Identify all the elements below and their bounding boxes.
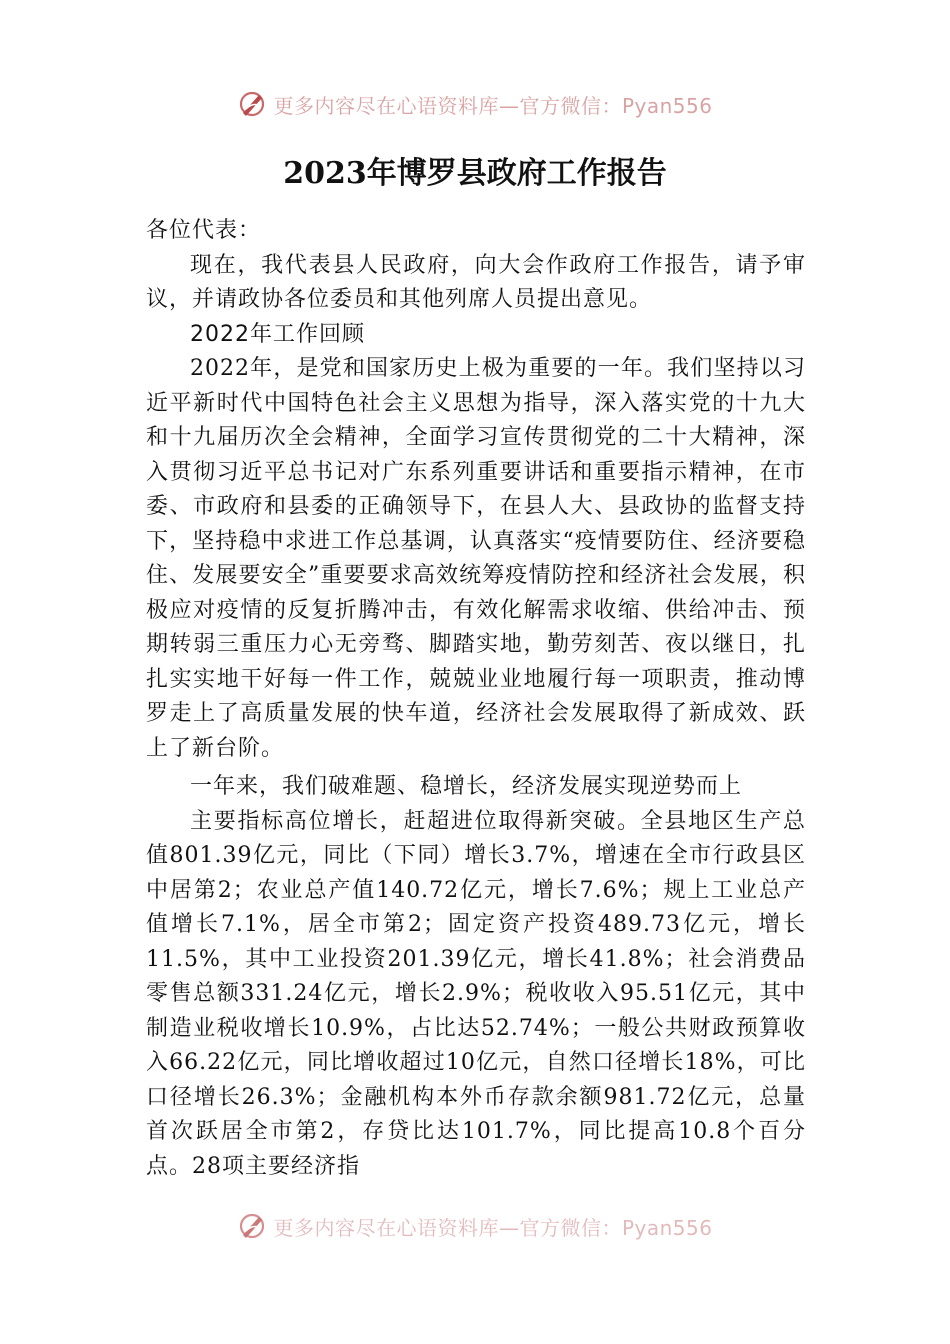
watermark-text: 更多内容尽在心语资料库—官方微信：Pyan556 — [273, 1215, 713, 1240]
review-paragraph: 2022年，是党和国家历史上极为重要的一年。我们坚持以习近平新时代中国特色社会主义思想为指导，深入落实党的十九大和十九届历次全会精神，全面学习宣传贯彻党的二十大精神，深入贯彻习近平总书记对广东系列重要讲话和重要指示精神，在市委、市政府和县委的正确领导下，在县人大、县政协的监督支持下，坚持稳中求进工作总基调，认真落实“疫情要防住、经济要稳住、发展要安全”重要要求高效统筹疫情防控和经济社会发展，积极应对疫情的反复折腾冲击，有效化解需求收缩、供给冲击、预期转弱三重压力心无旁骛、脚踏实地，勤劳刻苦、夜以继日，扎扎实实地干好每一件工作，兢兢业业地履行每一项职责，推动博罗走上了高质量发展的快车道，经济社会发展取得了新成效、跃上了新台阶。 — [146, 356, 806, 761]
watermark-footer — [0, 1206, 950, 1246]
pen-logo-icon — [237, 89, 267, 119]
section-heading: 2022年工作回顾 — [190, 321, 365, 347]
document-body — [146, 214, 806, 1184]
salutation: 各位代表： — [146, 218, 262, 243]
watermark-header — [0, 84, 950, 124]
growth-heading-paragraph: 一年来，我们破难题、稳增长，经济发展实现逆势而上 — [190, 774, 743, 799]
intro-paragraph: 现在，我代表县人民政府，向大会作政府工作报告，请予审议，并请政协各位委员和其他列席人员提出意见。 — [146, 252, 806, 312]
document-title: 2023年博罗县政府工作报告 — [283, 156, 667, 191]
pen-logo-icon — [237, 1211, 267, 1241]
watermark-text: 更多内容尽在心语资料库—官方微信：Pyan556 — [273, 93, 713, 118]
indicators-paragraph: 主要指标高位增长，赶超进位取得新突破。全县地区生产总值801.39亿元，同比（下同）增长3.7%，增速在全市行政县区中居第2；农业总产值140.72亿元，增长7.6%；规上工业总产值增长7.1%，居全市第2；固定资产投资489.73亿元，增长11.5%，其中工业投资201.39亿元，增长41.8%；社会消费品零售总额331.24亿元，增长2.9%；税收收入95.51亿元，其中制造业税收增长10.9%，占比达52.74%；一般公共财政预算收入66.22亿元，同比增收超过10亿元，自然口径增长18%，可比口径增长26.3%；金融机构本外币存款余额981.72亿元，总量首次跃居全市第2，存贷比达101.7%，同比提高10.8个百分点。28项主要经济指 — [146, 808, 806, 1179]
